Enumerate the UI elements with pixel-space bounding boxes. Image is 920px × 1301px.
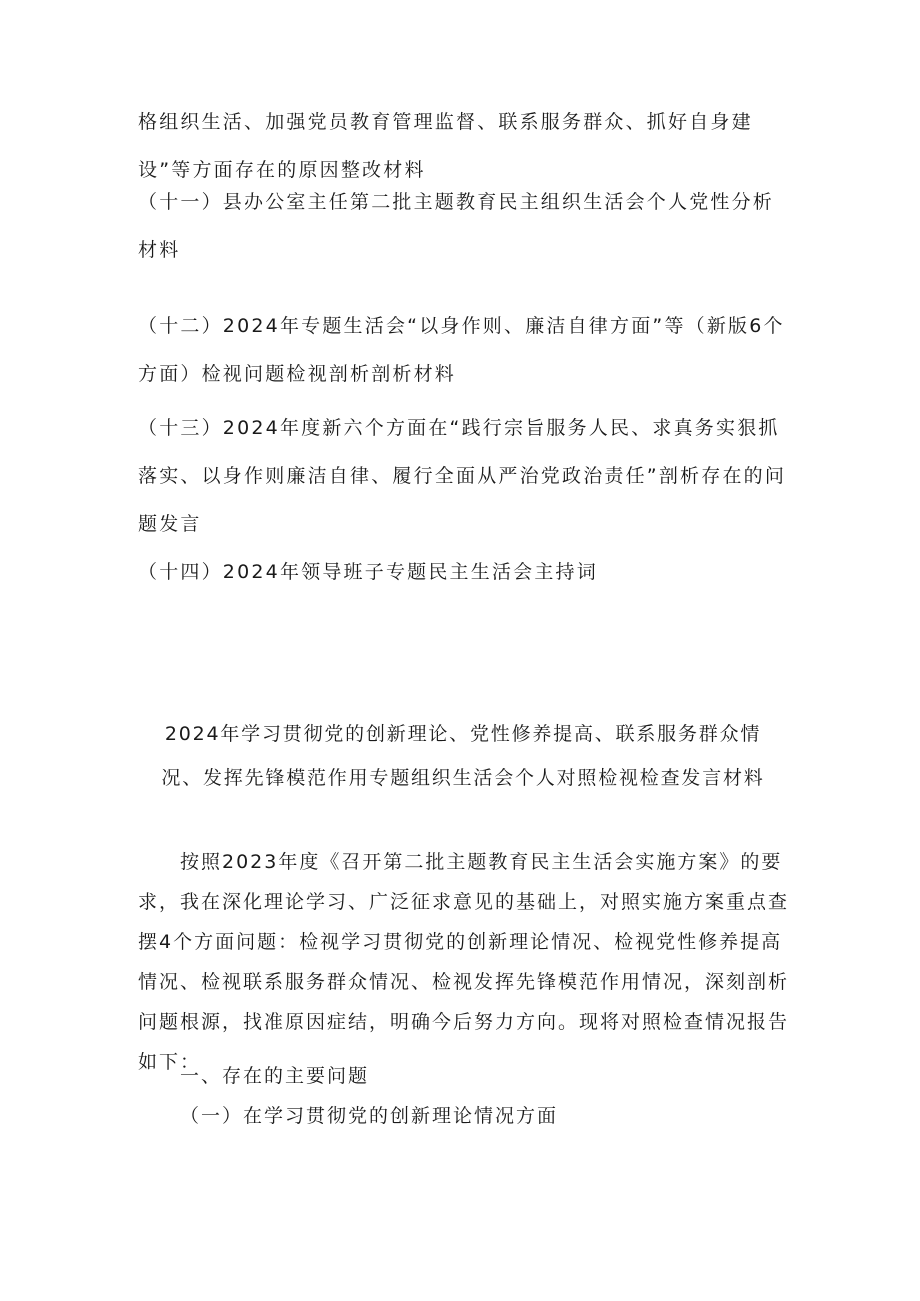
list-item-thirteen: （十三）2024年度新六个方面在“践行宗旨服务人民、求真务实狠抓落实、以身作则廉洁自律、履行全面从严治党政治责任”剖析存在的问题发言 xyxy=(138,417,787,535)
list-item-continuation: 格组织生活、加强党员教育管理监督、联系服务群众、抓好自身建设”等方面存在的原因整改材料 xyxy=(138,111,753,181)
intro-paragraph: 按照2023年度《召开第二批主题教育民主生活会实施方案》的要求，我在深化理论学习、广泛征求意见的基础上，对照实施方案重点查摆4个方面问题：检视学习贯彻党的创新理论情况、检视党性修养提高情况、检视联系服务群众情况、检视发挥先锋模范作用情况，深刻剖析问题根源，找准原因症结，明确今后努力方向。现将对照检查情况报告如下： xyxy=(138,851,790,1073)
list-item-twelve: （十二）2024年专题生活会“以身作则、廉洁自律方面”等（新版6个方面）检视问题检视剖析剖析材料 xyxy=(138,315,785,385)
subsection-heading-1: （一）在学习贯彻党的创新理论情况方面 xyxy=(180,1105,559,1127)
section-heading-1: 一、存在的主要问题 xyxy=(180,1065,370,1087)
document-title xyxy=(138,712,788,800)
title-line-1: 2024年学习贯彻党的创新理论、党性修养提高、联系服务群众情 xyxy=(164,723,762,745)
list-item-fourteen: （十四）2024年领导班子专题民主生活会主持词 xyxy=(138,561,598,583)
list-item-eleven: （十一）县办公室主任第二批主题教育民主组织生活会个人党性分析材料 xyxy=(138,191,775,261)
title-line-2: 况、发挥先锋模范作用专题组织生活会个人对照检视检查发言材料 xyxy=(161,767,765,789)
